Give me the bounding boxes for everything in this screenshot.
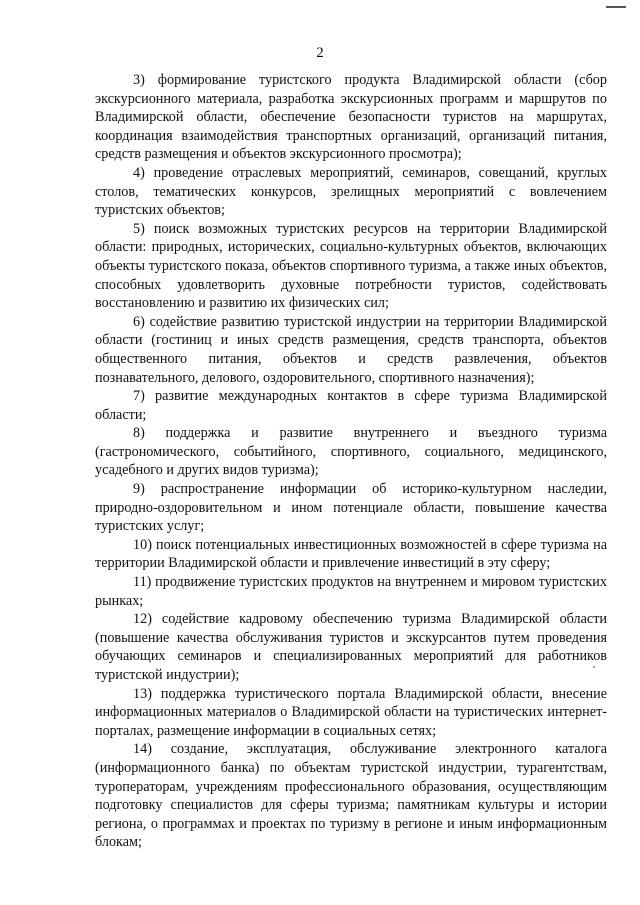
list-item-4: 4) проведение отраслевых мероприятий, семинаров, совещаний, круглых столов, тематических конкурсов, зрелищных мероприятий с вовлечением туристских объектов; xyxy=(95,164,607,219)
list-item-5: 5) поиск возможных туристских ресурсов на территории Владимирской области: природных, исторических, социально-культурных объектов, включающих объекты туристского показа, объектов спортивного туризма, а также иных объектов, способных удовлетворить духовные потребности туристов, содействовать восстановлению и развитию их физических сил; xyxy=(95,220,607,312)
scan-corner-mark xyxy=(606,6,626,8)
list-item-8: 8) поддержка и развитие внутреннего и въездного туризма (гастрономического, событийного, спортивного, социального, медицинского, усадебного и других видов туризма); xyxy=(95,425,607,479)
list-item-7: 7) развитие международных контактов в сфере туризма Владимирской области; xyxy=(95,388,607,423)
list-item-14: 14) создание, эксплуатация, обслуживание электронного каталога (информационного банка) по объектам туристской индустрии, турагентствам, туроператорам, учреждениям профессионального образования, осуществляющим подготовку специалистов для сферы туризма; памятникам культуры и истории региона, о программах и проектах по туризму в регионе и иным информационным блокам; xyxy=(95,741,607,851)
list-item-12: 12) содействие кадровому обеспечению туризма Владимирской области (повышение качества обслуживания туристов и экскурсантов путем проведения обучающих семинаров и специализированных мероприятий для работников туристской индустрии); xyxy=(95,611,607,683)
list-item-13: 13) поддержка туристического портала Владимирской области, внесение информационных материалов о Владимирской области на туристических интернет-порталах, размещение информации в социальных сетях; xyxy=(95,685,607,739)
list-item-6: 6) содействие развитию туристской индустрии на территории Владимирской области (гостиниц и иных средств размещения, средств транспорта, объектов общественного питания, объектов и средств развлечения, объектов познавательного, делового, оздоровительного, спортивного назначения); xyxy=(95,313,607,386)
list-item-9: 9) распространение информации об историко-культурном наследии, природно-оздоровительном и ином потенциале области, повышение качества туристских услуг; xyxy=(95,481,607,535)
page-number: 2 xyxy=(316,45,324,61)
document-body xyxy=(95,71,607,852)
list-item-10: 10) поиск потенциальных инвестиционных возможностей в сфере туризма на территории Владимирской области и привлечение инвестиций в эту сферу; xyxy=(95,536,607,572)
list-item-3: 3) формирование туристского продукта Владимирской области (сбор экскурсионного материала, разработка экскурсионных программ и маршрутов по Владимирской области, обеспечение безопасности туристов на маршрутах, координация взаимодействия транспортных организаций, организаций питания, средств размещения и объектов экскурсионного просмотра); xyxy=(95,72,607,163)
scan-speck xyxy=(593,666,595,668)
list-item-11: 11) продвижение туристских продуктов на внутреннем и мировом туристских рынках; xyxy=(95,574,607,609)
